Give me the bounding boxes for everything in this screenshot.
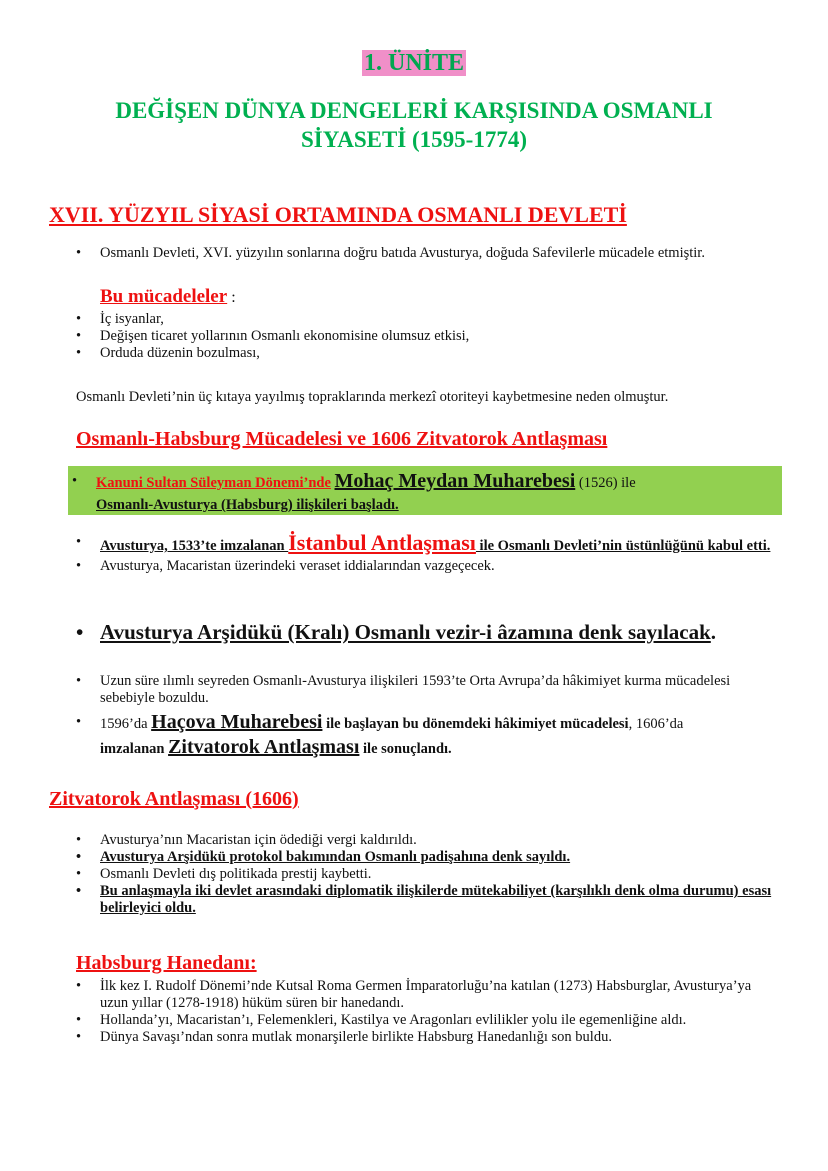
section2-list-c	[72, 673, 772, 761]
list-item: • Avusturya Arşidükü (Kralı) Osmanlı vezir-i âzamına denk sayılacak.	[72, 620, 792, 644]
section2-heading: Osmanlı-Habsburg Mücadelesi ve 1606 Zitvatorok Antlaşması	[76, 428, 608, 450]
section3-list	[72, 832, 772, 917]
section2-list-b	[72, 620, 792, 644]
list-item: • Avusturya, 1533’te imzalanan İstanbul Antlaşması ile Osmanlı Devleti’nin üstünlüğünü kabul etti.	[72, 533, 792, 556]
list-item: • Dünya Savaşı’ndan sonra mutlak monarşilerle birlikte Habsburg Hanedanlığı son buldu.	[72, 1029, 782, 1046]
list-item: • Değişen ticaret yollarının Osmanlı ekonomisine olumsuz etkisi,	[72, 328, 772, 345]
list-item: • İç isyanlar,	[72, 311, 772, 328]
highlight-band	[68, 466, 782, 515]
main-title-line1: DEĞİŞEN DÜNYA DENGELERİ KARŞISINDA OSMANLI	[115, 98, 713, 123]
list-item: • Kanuni Sultan Süleyman Dönemi’nde Mohaç Meydan Muharebesi (1526) ile Osmanlı-Avusturya (Habsburg) ilişkileri başladı.	[68, 470, 782, 516]
main-title	[0, 96, 828, 154]
list-item: • İlk kez I. Rudolf Dönemi’nde Kutsal Roma Germen İmparatorluğu’na katılan (1273) Habsburglar, Avusturya’ya uzun yıllar (1278-1918) hüküm süren bir hanedandı.	[72, 978, 782, 1012]
main-title-line2: SİYASETİ (1595-1774)	[300, 127, 527, 152]
struggles-label: Bu mücadeleler :	[100, 286, 236, 307]
list-item: • Osmanlı Devleti, XVI. yüzyılın sonlarına doğru batıda Avusturya, doğuda Safevilerle mücadele etmiştir.	[72, 245, 772, 262]
section1-heading: XVII. YÜZYIL SİYASİ ORTAMINDA OSMANLI DEVLETİ	[49, 202, 627, 227]
list-item: • Uzun süre ılımlı seyreden Osmanlı-Avusturya ilişkileri 1593’te Orta Avrupa’da hâkimiyet kurma mücadelesi sebebiyle bozuldu.	[72, 673, 772, 707]
conclusion-text: Osmanlı Devleti’nin üç kıtaya yayılmış topraklarında merkezî otoriteyi kaybetmesine neden olmuştur.	[76, 389, 669, 405]
list-item: • Bu anlaşmayla iki devlet arasındaki diplomatik ilişkilerde mütekabiliyet (karşılıklı denk olma durumu) esası belirleyici oldu.	[72, 883, 772, 917]
list-item: • 1596’da Haçova Muharebesi ile başlayan bu dönemdeki hâkimiyet mücadelesi, 1606’da imzalanan Zitvatorok Antlaşması ile sonuçlandı.	[72, 711, 772, 761]
list-item: • Orduda düzenin bozulması,	[72, 345, 772, 362]
section4-heading: Habsburg Hanedanı:	[76, 952, 257, 974]
section1-list	[72, 245, 772, 262]
struggles-list	[72, 311, 772, 362]
list-item: • Avusturya, Macaristan üzerindeki veraset iddialarından vazgeçecek.	[72, 558, 792, 575]
section4-list	[72, 978, 782, 1046]
list-item: • Avusturya Arşidükü protokol bakımından Osmanlı padişahına denk sayıldı.	[72, 849, 772, 866]
list-item: • Osmanlı Devleti dış politikada prestij kaybetti.	[72, 866, 772, 883]
section3-heading: Zitvatorok Antlaşması (1606)	[49, 788, 299, 810]
list-item: • Hollanda’yı, Macaristan’ı, Felemenkleri, Kastilya ve Aragonları evlilikler yolu ile egemenliğine aldı.	[72, 1012, 782, 1029]
unit-label: 1. ÜNİTE	[363, 50, 465, 76]
section2-list-a	[72, 530, 792, 575]
list-item: • Avusturya’nın Macaristan için ödediği vergi kaldırıldı.	[72, 832, 772, 849]
